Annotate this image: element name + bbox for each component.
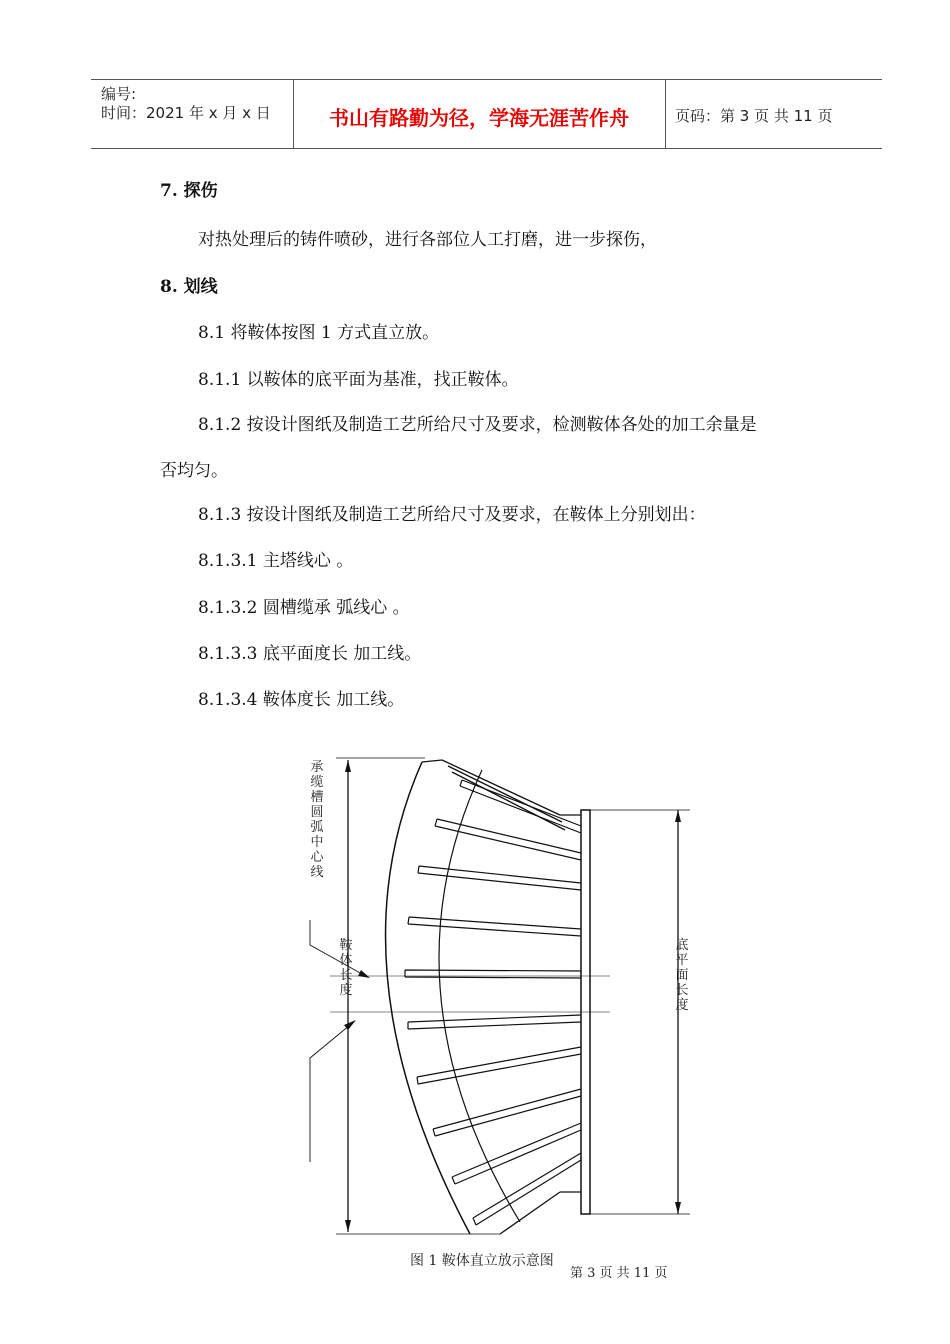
header-meta-cell xyxy=(91,80,294,148)
paragraph-8-1-3-4: 8.1.3.4 鞍体度长 加工线。 xyxy=(198,690,405,710)
time-label: 时间：2021 年 x 月 x 日 xyxy=(101,104,271,122)
paragraph-8-1-3-3: 8.1.3.3 底平面度长 加工线。 xyxy=(198,644,422,664)
page-footer: 第 3 页 共 11 页 xyxy=(570,1266,668,1281)
saddle-length-label: 鞍体长度 xyxy=(339,938,353,998)
saddle-figure xyxy=(270,740,720,1240)
paragraph-8-1-3-1: 8.1.3.1 主塔线心 。 xyxy=(198,551,354,571)
number-label: 编号: xyxy=(101,85,137,103)
section-7-heading: 7. 探伤 xyxy=(160,181,218,201)
page-header xyxy=(91,79,882,149)
radial-fins xyxy=(405,780,581,1225)
figure-caption: 图 1 鞍体直立放示意图 xyxy=(410,1253,554,1269)
header-motto-cell xyxy=(293,80,666,148)
paragraph-8-1-1: 8.1.1 以鞍体的底平面为基准，找正鞍体。 xyxy=(198,370,519,390)
cable-groove-center-label: 承缆槽圆弧中心线 xyxy=(310,760,324,880)
section-8-heading: 8. 划线 xyxy=(160,277,218,297)
paragraph-8-1-3-2: 8.1.3.2 圆槽缆承 弧线心 。 xyxy=(198,598,410,618)
section-7-paragraph: 对热处理后的铸件喷砂，进行各部位人工打磨，进一步探伤， xyxy=(198,230,657,250)
page-indicator: 页码：第 3 页 共 11 页 xyxy=(675,107,833,125)
motto: 书山有路勤为径，学海无涯苦作舟 xyxy=(329,106,629,130)
header-page-cell xyxy=(665,80,882,148)
base-length-label: 底平面长度 xyxy=(675,938,689,1013)
paragraph-8-1-2-line1: 8.1.2 按设计图纸及制造工艺所给尺寸及要求，检测鞍体各处的加工余量是 xyxy=(198,415,757,435)
paragraph-8-1: 8.1 将鞍体按图 1 方式直立放。 xyxy=(198,323,440,343)
paragraph-8-1-3: 8.1.3 按设计图纸及制造工艺所给尺寸及要求，在鞍体上分别划出： xyxy=(198,505,706,525)
paragraph-8-1-2-line2: 否均匀。 xyxy=(160,461,228,481)
